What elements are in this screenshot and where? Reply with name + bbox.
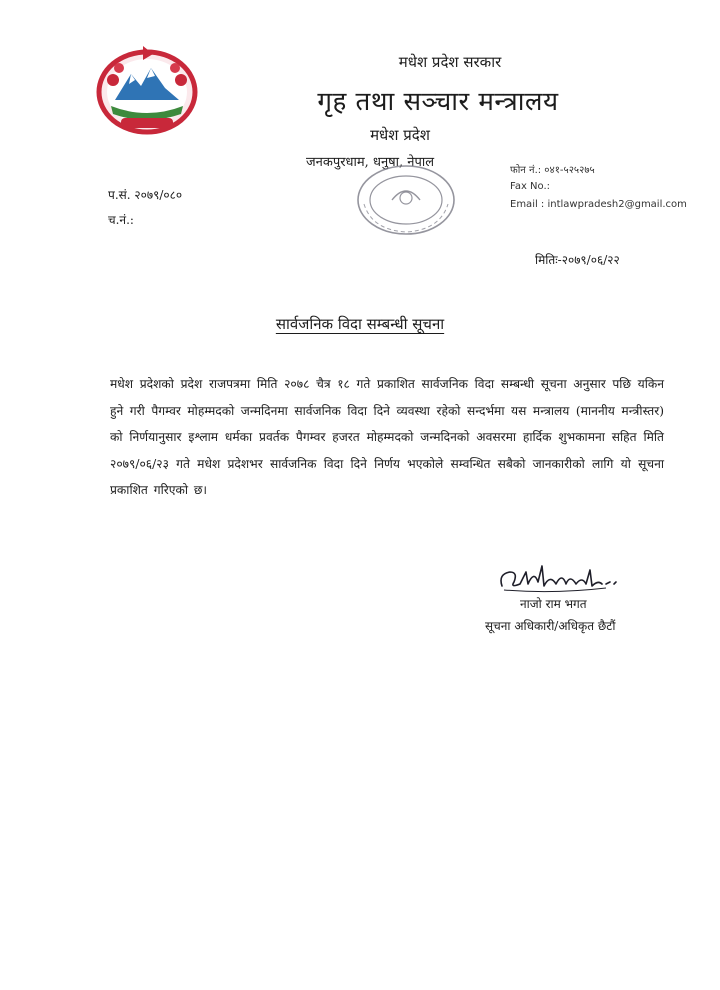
dispatch-number: च.नं.:: [108, 213, 134, 227]
email-address: Email : intlawpradesh2@gmail.com: [510, 199, 687, 210]
phone-number: फोन नं.: ०४१-५२५२७५: [510, 165, 595, 176]
government-name: मधेश प्रदेश सरकार: [398, 53, 502, 71]
notice-body: मधेश प्रदेशको प्रदेश राजपत्रमा मिति २०७८ चैत्र १८ गते प्रकाशित सार्वजनिक विदा सम्बन्धी सूचना अनुसार पछि यकिन हुने गरी पैगम्वर मोहम्मदको जन्मदिनमा सार्वजनिक विदा दिने व्यवस्था रहेको सन्दर्भमा यस मन्त्रालय (माननीय मन्त्रीस्तर) को निर्णयानुसार इश्लाम धर्मका प्रवर्तक पैगम्वर हजरत मोहम्मदको जन्मदिनको अवसरमा हार्दिक शुभकामना सहित मिति २०७९/०६/२३ गते मधेश प्रदेशभर सार्वजनिक विदा दिने निर्णय भएकोले सम्वन्धित सबैको जानकारीको लागि यो सूचना प्रकाशित गरिएको छ।: [110, 377, 664, 497]
handwritten-signature-icon: [494, 560, 644, 596]
office-address: जनकपुरधाम, धनुषा, नेपाल: [306, 155, 435, 170]
signer-title: सूचना अधिकारी/अधिकृत छैटौं: [485, 619, 616, 633]
province-name: मधेश प्रदेश: [370, 126, 430, 144]
fax-number: Fax No.:: [510, 181, 551, 192]
notice-subject: [0, 314, 720, 334]
letter-reference-number: प.सं. २०७९/०८०: [108, 188, 183, 202]
notice-subject-text: सार्वजनिक विदा सम्बन्धी सूचना: [275, 315, 445, 333]
office-stamp-icon: [352, 160, 460, 242]
ministry-name: गृह तथा सञ्चार मन्त्रालय: [317, 87, 559, 117]
signer-name: नाजो राम भगत: [520, 597, 587, 611]
letter-date: मितिः-२०७९/०६/२२: [535, 253, 620, 267]
